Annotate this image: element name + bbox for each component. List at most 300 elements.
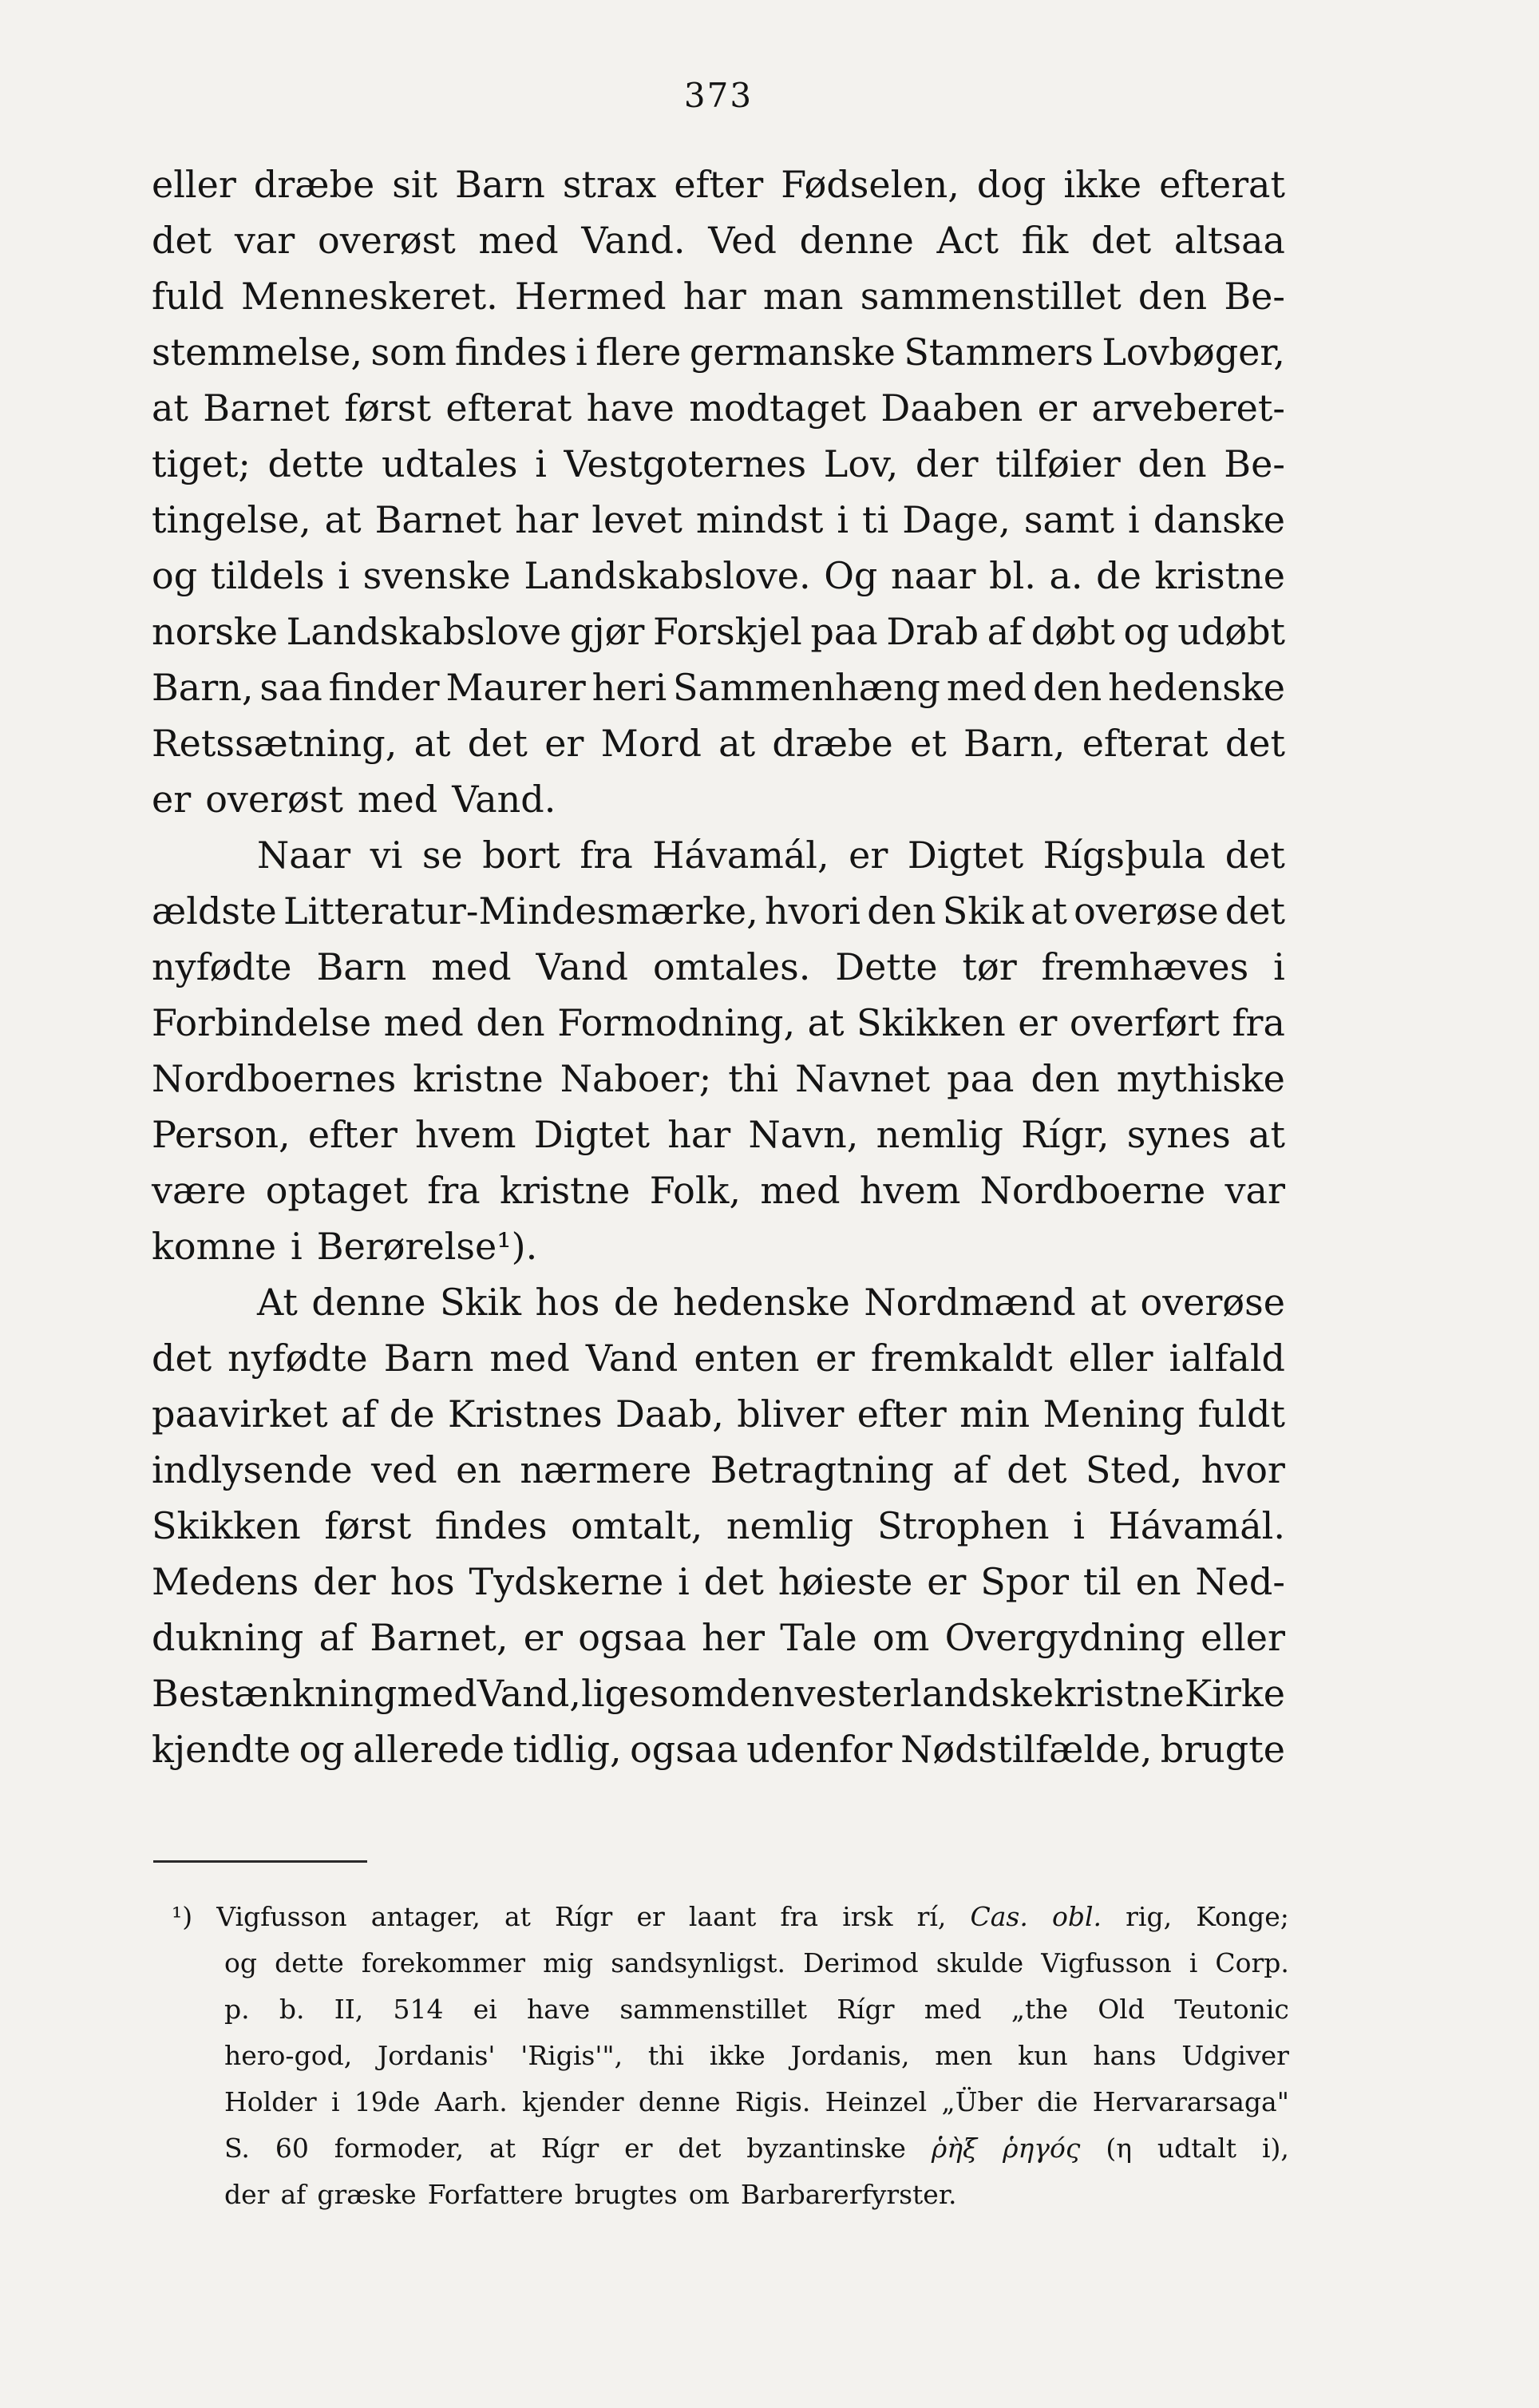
word: Naar	[257, 834, 351, 877]
text-line	[152, 659, 1285, 715]
word: dette	[267, 442, 365, 485]
word: af	[341, 1392, 377, 1436]
word: som	[370, 331, 447, 374]
word: die	[1037, 2086, 1078, 2117]
text-line	[152, 771, 1285, 827]
text-line	[152, 380, 1285, 436]
word: enten	[694, 1337, 800, 1380]
word: bort	[482, 834, 560, 877]
word: Maurer	[445, 666, 586, 709]
word: og	[299, 1728, 345, 1771]
word: Nordboernes	[152, 1057, 397, 1100]
text-line	[152, 324, 1285, 380]
word: i	[575, 331, 588, 374]
word: Landskabslove	[286, 610, 562, 653]
word: den	[726, 1672, 795, 1715]
word: kjendte	[152, 1728, 291, 1771]
word: Spor	[980, 1560, 1069, 1603]
word: det	[703, 1560, 764, 1603]
word: med	[760, 1169, 841, 1212]
word: omtalt,	[571, 1504, 703, 1547]
word: skulde	[936, 1947, 1024, 1978]
word: mindst	[695, 498, 824, 541]
word: „Über	[941, 2086, 1023, 2117]
text-line	[152, 1554, 1285, 1610]
word: kjender	[522, 2086, 624, 2117]
text-line	[152, 827, 1285, 883]
word: efterat	[445, 386, 572, 430]
text-line	[152, 492, 1285, 548]
word: Kristnes	[447, 1392, 603, 1436]
word: levet	[591, 498, 682, 541]
word: hos	[535, 1281, 600, 1324]
word: Forskjel	[652, 610, 802, 653]
word: eller	[1201, 1616, 1285, 1659]
word: Fødselen,	[781, 163, 959, 206]
word: hvem	[859, 1169, 961, 1212]
word: findes	[434, 1504, 548, 1547]
word: med	[924, 1994, 982, 2025]
word: Overgydning	[944, 1616, 1185, 1659]
text-line	[152, 212, 1285, 268]
word: Barnet	[203, 386, 330, 430]
word: Vigfusson	[1041, 1947, 1172, 1978]
word: bliver	[737, 1392, 845, 1436]
word: irsk	[842, 1901, 893, 1932]
word: at	[413, 722, 451, 765]
word: Barn	[455, 163, 545, 206]
word: der	[915, 442, 979, 485]
word: Dette	[835, 945, 938, 988]
word: S.	[224, 2133, 250, 2164]
word: Skik	[440, 1281, 521, 1324]
word: i	[291, 1225, 303, 1268]
word: Vand	[536, 945, 628, 988]
word: „the	[1011, 1994, 1069, 2025]
word: ved	[371, 1448, 437, 1491]
word: Barn	[316, 945, 407, 988]
word: de	[613, 1281, 659, 1324]
word: det	[678, 2133, 722, 2164]
word: kristne	[413, 1057, 544, 1100]
word: udtalt	[1157, 2133, 1237, 2164]
word: Skik	[942, 889, 1024, 933]
word: overøst	[205, 778, 343, 821]
word: ῥὴξ	[931, 2133, 978, 2164]
word: er	[1037, 386, 1078, 430]
word: den	[1137, 442, 1207, 485]
word: i),	[1262, 2133, 1289, 2164]
word: bl.	[989, 554, 1036, 597]
word: overøst	[318, 219, 456, 262]
word: er	[815, 1337, 855, 1380]
word: med	[478, 219, 559, 262]
word: de	[1096, 554, 1141, 597]
word: det	[152, 1337, 212, 1380]
word: først	[344, 386, 432, 430]
word: det	[152, 219, 212, 262]
text-line	[152, 604, 1285, 659]
word: ikke	[1063, 163, 1142, 206]
word: sammenstillet	[619, 1994, 807, 2025]
word: Vand,	[477, 1672, 581, 1715]
word: komne	[152, 1225, 277, 1268]
word: kristne	[1054, 1672, 1185, 1715]
word: Tydskerne	[469, 1560, 664, 1603]
word: ῥηγός	[1003, 2133, 1081, 2164]
word: tiget;	[152, 442, 251, 485]
word: er	[849, 834, 888, 877]
word: Vand.	[452, 778, 556, 821]
word: at	[718, 722, 756, 765]
word: at	[807, 1001, 845, 1044]
word: med	[357, 778, 438, 821]
word: Digtet	[533, 1113, 650, 1156]
word: Tale	[780, 1616, 857, 1659]
word: den	[1137, 275, 1208, 318]
word: om	[688, 2179, 730, 2210]
word: at	[1030, 889, 1067, 933]
word: overført	[1069, 1001, 1221, 1044]
word: forekommer	[361, 1947, 526, 1978]
word: Formodning,	[557, 1001, 796, 1044]
text-line	[152, 1330, 1285, 1386]
word: fuld	[152, 275, 224, 318]
word: ti	[862, 498, 889, 541]
word: saa	[259, 666, 322, 709]
word: ikke	[709, 2040, 766, 2071]
word: det	[1224, 834, 1285, 877]
word: Landskabslove.	[524, 554, 811, 597]
word: kristne	[1154, 554, 1285, 597]
word: Vigfusson	[216, 1901, 347, 1932]
word: hedenske	[1108, 666, 1285, 709]
word: en	[456, 1448, 501, 1491]
word: hedenske	[673, 1281, 850, 1324]
word: sit	[392, 163, 438, 206]
word: Rígr	[837, 1994, 895, 2025]
word: Holder	[224, 2086, 317, 2117]
word: Digtet	[907, 834, 1024, 877]
word: min	[959, 1392, 1031, 1436]
word: græske	[317, 2179, 417, 2210]
word: findes	[454, 331, 568, 374]
word: Berørelse¹).	[316, 1225, 538, 1268]
word: men	[935, 2040, 993, 2071]
word: dukning	[152, 1616, 304, 1659]
word: Barn,	[963, 722, 1066, 765]
word: heri	[591, 666, 667, 709]
word: Sammenhæng	[673, 666, 941, 709]
word: et	[909, 722, 947, 765]
word: udøbt	[1177, 610, 1285, 653]
word: om	[872, 1616, 930, 1659]
word: 19de	[354, 2086, 421, 2117]
word: brugtes	[574, 2179, 678, 2210]
word: fra	[580, 834, 633, 877]
word: sandsynligst.	[611, 1947, 785, 1978]
word: ogsaa	[630, 1728, 738, 1771]
word: med	[397, 1672, 477, 1715]
word: det	[1091, 219, 1152, 262]
word: Teutonic	[1174, 1994, 1289, 2025]
text-line	[152, 1721, 1285, 1777]
word: har	[515, 498, 579, 541]
word: Betragtning	[710, 1448, 934, 1491]
word: Barbarerfyrster.	[740, 2179, 957, 2210]
word: Dage,	[902, 498, 1011, 541]
word: i	[535, 442, 547, 485]
footnotes	[172, 1894, 1289, 2218]
word: det	[1224, 722, 1285, 765]
word: Strophen	[876, 1504, 1050, 1547]
word: hero-god,	[224, 2040, 353, 2071]
word: strax	[562, 163, 657, 206]
text-line	[152, 1274, 1285, 1330]
text-line	[152, 1665, 1285, 1721]
word: er	[927, 1560, 967, 1603]
text-line	[152, 1442, 1285, 1498]
word: byzantinske	[746, 2133, 906, 2164]
footnote-line	[172, 2033, 1289, 2079]
word: har	[682, 275, 746, 318]
word: først	[324, 1504, 412, 1547]
word: fremhæves	[1041, 945, 1249, 988]
word: udenfor	[746, 1728, 892, 1771]
word: der	[224, 2179, 270, 2210]
word: og	[1123, 610, 1169, 653]
word: Rígr	[540, 2133, 599, 2164]
word: i	[1273, 945, 1285, 988]
word: danske	[1153, 498, 1285, 541]
word: af	[987, 610, 1023, 653]
word: ialfald	[1169, 1337, 1285, 1380]
word: mig	[543, 1947, 594, 1978]
text-line	[152, 1051, 1285, 1107]
word: af	[280, 2179, 307, 2210]
word: naar	[891, 554, 976, 597]
word: i	[837, 498, 849, 541]
word: synes	[1126, 1113, 1231, 1156]
word: ei	[473, 1994, 497, 2025]
text-line	[152, 715, 1285, 771]
word: Person,	[152, 1113, 291, 1156]
word: Act	[936, 219, 999, 262]
word: nærmere	[520, 1448, 692, 1491]
word: Konge;	[1196, 1901, 1289, 1932]
word: vi	[370, 834, 403, 877]
word: af	[318, 1616, 355, 1659]
word: Hávamál,	[652, 834, 829, 877]
word: var	[234, 219, 295, 262]
word: germanske	[689, 331, 896, 374]
word: og	[224, 1947, 257, 1978]
word: at	[489, 2133, 516, 2164]
word: denne	[638, 2086, 721, 2117]
text-line	[152, 1610, 1285, 1665]
word: er	[1018, 1001, 1058, 1044]
word: brugte	[1160, 1728, 1285, 1771]
footnote-line	[172, 2172, 1289, 2218]
word: den	[1033, 666, 1102, 709]
word: hvori	[764, 889, 860, 933]
word: det	[467, 722, 528, 765]
word: der	[313, 1560, 376, 1603]
word: Navn,	[748, 1113, 859, 1156]
word: dog	[976, 163, 1046, 206]
text-line	[152, 548, 1285, 604]
word: at	[1090, 1281, 1127, 1324]
word: Stammers	[904, 331, 1094, 374]
word: eller	[1068, 1337, 1153, 1380]
text-line	[152, 1218, 1285, 1274]
word: Nødstilfælde,	[900, 1728, 1153, 1771]
footnote-divider	[153, 1860, 367, 1863]
word: laant	[688, 1901, 757, 1932]
word: hvem	[415, 1113, 516, 1156]
word: døbt	[1031, 610, 1115, 653]
word: Hermed	[514, 275, 667, 318]
word: Medens	[152, 1560, 299, 1603]
word: med	[946, 666, 1027, 709]
word: svenske	[362, 554, 511, 597]
word: Folk,	[649, 1169, 742, 1212]
word: efter	[674, 163, 764, 206]
text-line	[152, 995, 1285, 1051]
word: i	[1189, 1947, 1198, 1978]
word: tidlig,	[512, 1728, 622, 1771]
word: Nordmænd	[864, 1281, 1076, 1324]
word: i	[338, 554, 350, 597]
word: Udgiver	[1181, 2040, 1289, 2071]
word: obl.	[1051, 1901, 1102, 1932]
word: ogsaa	[578, 1616, 686, 1659]
text-line	[152, 1386, 1285, 1442]
word: Be-	[1224, 442, 1285, 485]
word: efter	[307, 1113, 398, 1156]
word: Daab,	[615, 1392, 724, 1436]
word: antager,	[370, 1901, 481, 1932]
word: 514	[393, 1994, 444, 2025]
text-line	[152, 939, 1285, 995]
word: se	[421, 834, 463, 877]
word: Aarh.	[434, 2086, 508, 2117]
word: Daaben	[880, 386, 1023, 430]
word: Lov,	[823, 442, 899, 485]
word: thi	[728, 1057, 779, 1100]
word: modtaget	[689, 386, 867, 430]
word: Rígsþula	[1042, 834, 1206, 877]
word: Forfattere	[427, 2179, 564, 2210]
word: det	[1224, 889, 1285, 933]
word: tildels	[210, 554, 325, 597]
word: det	[1007, 1448, 1067, 1491]
word: Sted,	[1085, 1448, 1183, 1491]
word: med	[489, 1337, 570, 1380]
text-line	[152, 1162, 1285, 1218]
word: Ved	[708, 219, 777, 262]
word: Hávamál.	[1108, 1504, 1285, 1547]
word: i	[678, 1560, 690, 1603]
text-line	[152, 268, 1285, 324]
word: tør	[962, 945, 1017, 988]
word: Rígr	[555, 1901, 613, 1932]
word: med	[431, 945, 512, 988]
word: 60	[275, 2133, 309, 2164]
word: 'Rigis'",	[520, 2040, 623, 2071]
word: Retssætning,	[152, 722, 398, 765]
word: er	[152, 778, 192, 821]
text-line	[152, 156, 1285, 212]
word: paa	[810, 610, 878, 653]
word: efterat	[1159, 163, 1285, 206]
word: og	[152, 554, 198, 597]
word: rí,	[916, 1901, 947, 1932]
word: har	[667, 1113, 731, 1156]
word: Be-	[1224, 275, 1285, 318]
word: nemlig	[726, 1504, 854, 1547]
word: eller	[152, 163, 236, 206]
word: fremkaldt	[870, 1337, 1053, 1380]
word: at	[1248, 1113, 1285, 1156]
word: II,	[334, 1994, 364, 2025]
word: (η	[1106, 2133, 1132, 2164]
word: er	[523, 1616, 564, 1659]
word: ligesom	[581, 1672, 726, 1715]
word: Heinzel	[825, 2086, 928, 2117]
word: Kirke	[1184, 1672, 1285, 1715]
word: Bestænkning	[152, 1672, 398, 1715]
text-line	[152, 883, 1285, 939]
word: af	[952, 1448, 988, 1491]
word: i	[1128, 498, 1140, 541]
word: efter	[857, 1392, 947, 1436]
word: Corp.	[1215, 1947, 1289, 1978]
footnote-line	[172, 2125, 1289, 2172]
word: den	[476, 1001, 545, 1044]
word: finder	[328, 666, 440, 709]
word: er	[544, 722, 584, 765]
word: at	[504, 1901, 531, 1932]
word: dette	[275, 1947, 344, 1978]
word: nemlig	[876, 1113, 1003, 1156]
footnote-line	[172, 1894, 1289, 1940]
word: thi	[647, 2040, 684, 2071]
word: Mening	[1042, 1392, 1185, 1436]
word: flere	[595, 331, 682, 374]
word: er	[636, 1901, 665, 1932]
word: optaget	[265, 1169, 408, 1212]
word: Barn	[383, 1337, 474, 1380]
word: hans	[1093, 2040, 1157, 2071]
footnote-line	[172, 2079, 1289, 2125]
word: sammenstillet	[860, 275, 1122, 318]
word: hvor	[1201, 1448, 1285, 1491]
word: efterat	[1082, 722, 1209, 765]
word: Jordanis'	[377, 2040, 496, 2071]
word: Skikken	[152, 1504, 301, 1547]
footnote-line	[172, 1940, 1289, 1986]
word: arveberet-	[1091, 386, 1285, 430]
word: at	[152, 386, 188, 430]
word: Barn,	[152, 666, 254, 709]
word: denne	[311, 1281, 426, 1324]
word: Cas.	[970, 1901, 1028, 1932]
word: Menneskeret.	[240, 275, 498, 318]
word: Navnet	[795, 1057, 931, 1100]
word: Derimod	[803, 1947, 919, 1978]
word: paa	[947, 1057, 1015, 1100]
